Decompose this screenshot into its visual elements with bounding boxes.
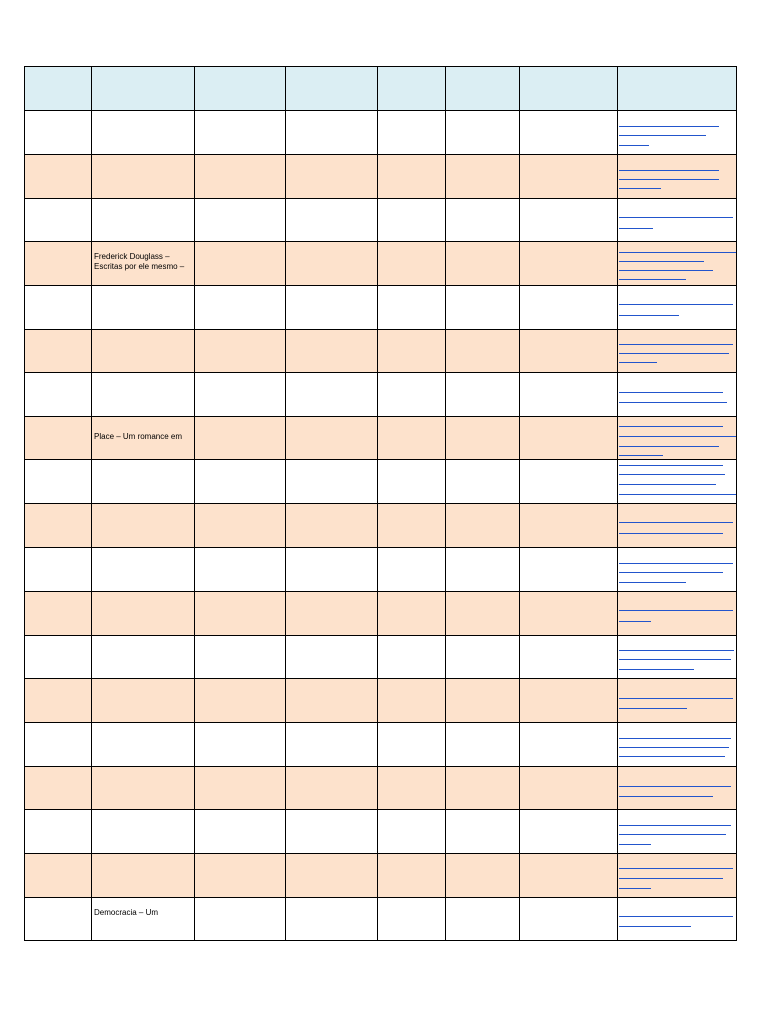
- table-cell: [194, 503, 286, 548]
- link-cell: [617, 285, 737, 330]
- table-cell: [519, 809, 618, 854]
- table-cell: [445, 547, 520, 592]
- title-cell: [91, 591, 195, 636]
- title-cell: [91, 766, 195, 810]
- table-cell: [194, 678, 286, 723]
- link[interactable]: [619, 426, 723, 427]
- link[interactable]: [619, 188, 661, 189]
- table-cell: [285, 766, 378, 810]
- table-cell: [445, 416, 520, 460]
- link-cell: [617, 678, 737, 723]
- title-cell: [91, 503, 195, 548]
- table-cell: [24, 241, 92, 286]
- title-cell: [91, 547, 195, 592]
- link[interactable]: [619, 669, 694, 670]
- link[interactable]: [619, 135, 706, 136]
- table-row: [24, 372, 737, 417]
- link-cell: [617, 853, 737, 898]
- table-cell: [24, 722, 92, 767]
- table-cell: [194, 766, 286, 810]
- link[interactable]: [619, 747, 729, 748]
- table-cell: [24, 897, 92, 941]
- table-cell: [445, 503, 520, 548]
- table-cell: [445, 809, 520, 854]
- header-cell: [285, 66, 378, 111]
- link-cell: [617, 110, 737, 155]
- link[interactable]: [619, 621, 651, 622]
- table-cell: [519, 459, 618, 504]
- table-cell: [24, 416, 92, 460]
- title-cell: [91, 154, 195, 199]
- title-cell: [91, 722, 195, 767]
- link[interactable]: [619, 126, 719, 127]
- table-cell: [194, 154, 286, 199]
- table-row: [24, 503, 737, 548]
- table-row: [24, 154, 737, 199]
- table-cell: [377, 853, 446, 898]
- title-cell: [91, 241, 195, 286]
- link-cell: [617, 503, 737, 548]
- table-cell: [285, 635, 378, 679]
- table-cell: [285, 329, 378, 373]
- table-cell: [377, 547, 446, 592]
- table-cell: [285, 897, 378, 941]
- title-cell: [91, 329, 195, 373]
- table-row: [24, 329, 737, 373]
- table-cell: [24, 635, 92, 679]
- table-cell: [519, 416, 618, 460]
- table-cell: [24, 809, 92, 854]
- table-cell: [445, 853, 520, 898]
- table-cell: [519, 329, 618, 373]
- link-cell: [617, 766, 737, 810]
- table-cell: [519, 722, 618, 767]
- title-cell: [91, 198, 195, 242]
- table-cell: [445, 285, 520, 330]
- link[interactable]: [619, 698, 733, 699]
- link-cell: [617, 154, 737, 199]
- table-cell: [24, 154, 92, 199]
- table-row: [24, 766, 737, 810]
- table-cell: [24, 285, 92, 330]
- table-row: [24, 459, 737, 504]
- table-cell: [519, 766, 618, 810]
- table-cell: [24, 853, 92, 898]
- table-row: [24, 635, 737, 679]
- table-cell: [519, 503, 618, 548]
- link[interactable]: [619, 228, 653, 229]
- link-cell: [617, 591, 737, 636]
- table-cell: [285, 459, 378, 504]
- table-cell: [445, 329, 520, 373]
- table-cell: [377, 635, 446, 679]
- table-cell: [24, 110, 92, 155]
- table-cell: [285, 241, 378, 286]
- table-cell: [519, 678, 618, 723]
- table-cell: [377, 722, 446, 767]
- table-cell: [24, 372, 92, 417]
- link[interactable]: [619, 834, 726, 835]
- link[interactable]: [619, 844, 651, 845]
- table-cell: [519, 547, 618, 592]
- table-row: [24, 722, 737, 767]
- table-cell: [519, 241, 618, 286]
- link[interactable]: [619, 926, 691, 927]
- link-cell: [617, 416, 737, 460]
- table-cell: [285, 154, 378, 199]
- link[interactable]: [619, 484, 716, 485]
- table-cell: [194, 853, 286, 898]
- table-row: [24, 678, 737, 723]
- link-cell: [617, 547, 737, 592]
- link[interactable]: [619, 344, 733, 345]
- table-cell: [285, 678, 378, 723]
- table-cell: [377, 503, 446, 548]
- link-cell: [617, 809, 737, 854]
- link[interactable]: [619, 353, 729, 354]
- table-cell: [377, 241, 446, 286]
- title-cell: [91, 678, 195, 723]
- table-cell: [285, 809, 378, 854]
- table-row: [24, 853, 737, 898]
- table-cell: [445, 154, 520, 199]
- table-cell: [24, 459, 92, 504]
- table-row: [24, 547, 737, 592]
- table-cell: [194, 809, 286, 854]
- link[interactable]: [619, 708, 687, 709]
- link[interactable]: [619, 304, 733, 305]
- table-cell: [445, 110, 520, 155]
- table-cell: [519, 897, 618, 941]
- link[interactable]: [619, 494, 736, 495]
- link[interactable]: [619, 610, 733, 611]
- link[interactable]: [619, 825, 731, 826]
- table-cell: [445, 591, 520, 636]
- title-cell: [91, 416, 195, 460]
- title-text: Democracia – Um: [94, 908, 159, 917]
- table-row: [24, 285, 737, 330]
- table-cell: [24, 547, 92, 592]
- link[interactable]: [619, 362, 657, 363]
- link[interactable]: [619, 756, 725, 757]
- table-cell: [194, 897, 286, 941]
- table-cell: [445, 635, 520, 679]
- title-cell: [91, 285, 195, 330]
- table-cell: [519, 635, 618, 679]
- table-cell: [285, 198, 378, 242]
- title-cell: [91, 897, 195, 941]
- link[interactable]: [619, 650, 734, 651]
- table-row: [24, 241, 737, 286]
- link[interactable]: [619, 916, 733, 917]
- table-cell: [194, 241, 286, 286]
- table-cell: [24, 678, 92, 723]
- table-row: [24, 897, 737, 941]
- link[interactable]: [619, 582, 686, 583]
- link[interactable]: [619, 796, 713, 797]
- link[interactable]: [619, 392, 723, 393]
- header-cell: [519, 66, 618, 111]
- link-cell: [617, 459, 737, 504]
- table-cell: [445, 766, 520, 810]
- table-cell: [285, 285, 378, 330]
- table-cell: [445, 722, 520, 767]
- table-cell: [285, 372, 378, 417]
- table-row: [24, 809, 737, 854]
- header-cell: [24, 66, 92, 111]
- header-cell: [445, 66, 520, 111]
- table-cell: [445, 241, 520, 286]
- link[interactable]: [619, 878, 723, 879]
- table-cell: [519, 198, 618, 242]
- table-cell: [377, 416, 446, 460]
- table-cell: [285, 416, 378, 460]
- title-cell: [91, 110, 195, 155]
- link[interactable]: [619, 533, 723, 534]
- link-cell: [617, 329, 737, 373]
- table-cell: [377, 459, 446, 504]
- table-cell: [194, 198, 286, 242]
- title-cell: [91, 372, 195, 417]
- table-cell: [377, 897, 446, 941]
- table-row: [24, 110, 737, 155]
- link-cell: [617, 722, 737, 767]
- table-cell: [519, 285, 618, 330]
- title-text: Place – Um romance em: [94, 432, 183, 441]
- header-cell: [91, 66, 195, 111]
- table-cell: [377, 678, 446, 723]
- table-cell: [377, 285, 446, 330]
- link[interactable]: [619, 474, 725, 475]
- table-cell: [445, 459, 520, 504]
- table-cell: [285, 853, 378, 898]
- table-cell: [285, 110, 378, 155]
- link[interactable]: [619, 436, 736, 437]
- table-row: [24, 591, 737, 636]
- link-cell: [617, 897, 737, 941]
- table-cell: [377, 198, 446, 242]
- link[interactable]: [619, 465, 723, 466]
- table-cell: [519, 110, 618, 155]
- table-row: [24, 416, 737, 460]
- link[interactable]: [619, 270, 713, 271]
- link-cell: [617, 241, 737, 286]
- table-cell: [194, 285, 286, 330]
- table-cell: [24, 198, 92, 242]
- link[interactable]: [619, 402, 727, 403]
- header-cell: [194, 66, 286, 111]
- link[interactable]: [619, 279, 686, 280]
- table-cell: [194, 591, 286, 636]
- link[interactable]: [619, 455, 663, 456]
- link[interactable]: [619, 786, 731, 787]
- table-cell: [377, 809, 446, 854]
- title-text: Escritas por ele mesmo –: [94, 262, 185, 271]
- table-cell: [194, 110, 286, 155]
- table-cell: [194, 459, 286, 504]
- table-row: [24, 198, 737, 242]
- table-cell: [285, 503, 378, 548]
- table-cell: [285, 722, 378, 767]
- table-cell: [519, 372, 618, 417]
- header-cell: [377, 66, 446, 111]
- link[interactable]: [619, 217, 733, 218]
- table-cell: [24, 591, 92, 636]
- link[interactable]: [619, 572, 723, 573]
- table-cell: [194, 547, 286, 592]
- table-cell: [445, 678, 520, 723]
- table-cell: [194, 329, 286, 373]
- table-cell: [24, 329, 92, 373]
- link[interactable]: [619, 738, 731, 739]
- title-cell: [91, 635, 195, 679]
- table-cell: [377, 591, 446, 636]
- link[interactable]: [619, 261, 704, 262]
- table-cell: [194, 372, 286, 417]
- title-cell: [91, 809, 195, 854]
- link[interactable]: [619, 563, 733, 564]
- link[interactable]: [619, 179, 719, 180]
- table-cell: [194, 416, 286, 460]
- table-cell: [445, 897, 520, 941]
- link-cell: [617, 372, 737, 417]
- link[interactable]: [619, 145, 649, 146]
- link[interactable]: [619, 315, 679, 316]
- link[interactable]: [619, 888, 651, 889]
- table-cell: [519, 154, 618, 199]
- table-cell: [194, 722, 286, 767]
- table-cell: [377, 329, 446, 373]
- title-cell: [91, 853, 195, 898]
- table-cell: [285, 547, 378, 592]
- table-cell: [194, 635, 286, 679]
- table-cell: [377, 154, 446, 199]
- header-row: [24, 66, 737, 111]
- table-cell: [445, 372, 520, 417]
- table-cell: [445, 198, 520, 242]
- table-cell: [377, 110, 446, 155]
- header-cell: [617, 66, 737, 111]
- table-cell: [377, 372, 446, 417]
- link-cell: [617, 635, 737, 679]
- link[interactable]: [619, 868, 733, 869]
- title-cell: [91, 459, 195, 504]
- table-cell: [24, 503, 92, 548]
- link[interactable]: [619, 446, 719, 447]
- link[interactable]: [619, 659, 731, 660]
- table-cell: [377, 766, 446, 810]
- link-cell: [617, 198, 737, 242]
- table-cell: [285, 591, 378, 636]
- table-cell: [24, 766, 92, 810]
- table-cell: [519, 853, 618, 898]
- link[interactable]: [619, 170, 719, 171]
- link[interactable]: [619, 522, 733, 523]
- table-cell: [519, 591, 618, 636]
- title-text: Frederick Douglass –: [94, 252, 170, 261]
- link[interactable]: [619, 252, 736, 253]
